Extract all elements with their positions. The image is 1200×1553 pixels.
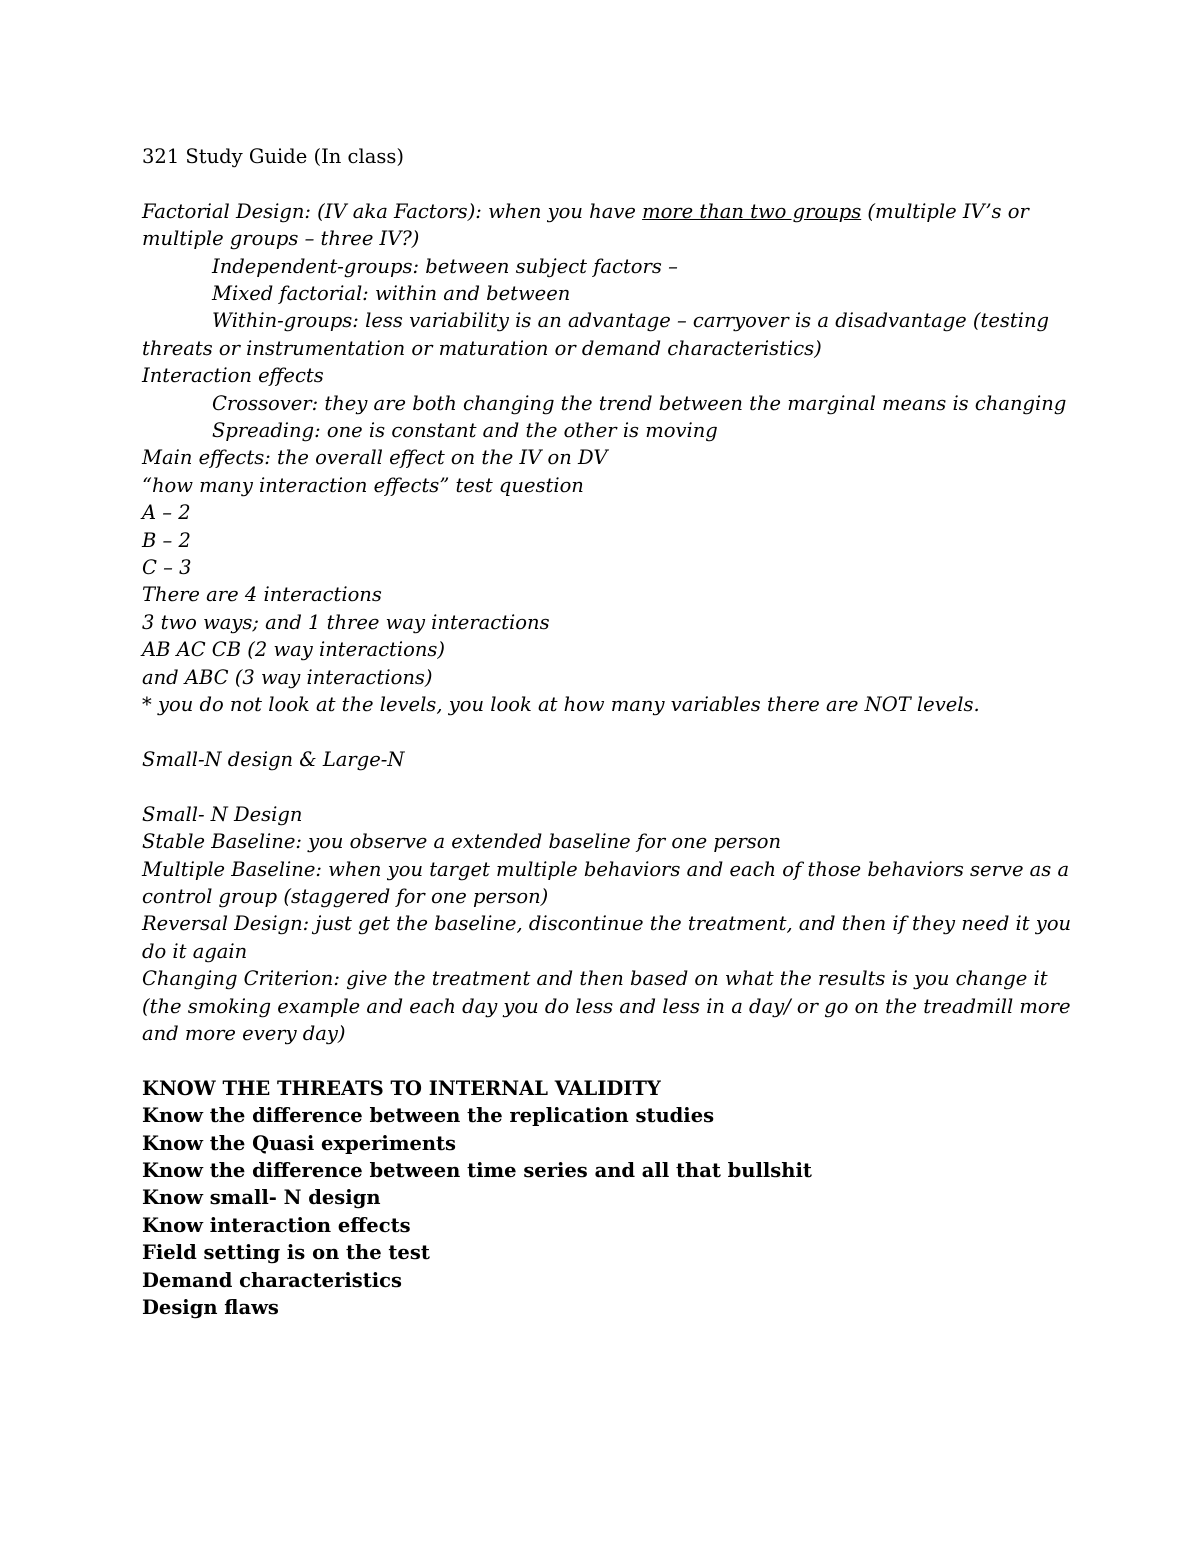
crossover-line: Crossover: they are both changing the trend between the marginal means is changing [212,391,1067,415]
factorial-text-part2: (multiple IV’s or multiple groups – three IV?) [142,199,1029,251]
spreading-line: Spreading: one is constant and the other is moving [212,419,718,443]
mixed-factorial-line: Mixed factorial: within and between [212,282,571,306]
main-effects-line: AB AC CB (2 way interactions) [142,638,446,662]
document-title: 321 Study Guide (In class) [142,145,404,168]
main-effects-line: B – 2 [142,528,191,552]
know-item: Know interaction effects [142,1213,411,1237]
stable-baseline-line: Stable Baseline: you observe a extended baseline for one person [142,830,782,854]
spacer [142,1047,1072,1074]
main-effects-definition: Main effects: the overall effect on the IV on DV [142,446,608,470]
factorial-design-definition [142,198,1072,253]
know-item: Design flaws [142,1296,279,1319]
know-item: Know the Quasi experiments [142,1131,457,1155]
interaction-effects-heading: Interaction effects [142,364,324,388]
know-item: Know the difference between time series and all that bullshit [142,1158,812,1182]
spacer [142,170,1072,197]
main-effects-line: There are 4 interactions [142,583,382,607]
test-question-line: “how many interaction effects” test question [142,473,584,497]
main-effects-line: and ABC (3 way interactions) [142,665,433,689]
know-item: Field setting is on the test [142,1241,430,1265]
independent-groups-line: Independent-groups: between subject factors – [212,254,678,278]
main-effects-line: C – 3 [142,556,192,580]
know-item: Know small- N design [142,1186,381,1210]
factorial-text-part1: Factorial Design: (IV aka Factors): when you have [142,199,643,223]
know-item: KNOW THE THREATS TO INTERNAL VALIDITY [142,1076,661,1100]
small-large-n-heading: Small-N design & Large-N [142,747,405,771]
know-item: Know the difference between the replication studies [142,1104,715,1128]
main-effects-line: 3 two ways; and 1 three way interactions [142,610,550,634]
spacer [142,719,1072,746]
multiple-baseline-line: Multiple Baseline: when you target multiple behaviors and each of those behaviors serve as a control group (staggered for one person) [142,857,1070,908]
reversal-design-line: Reversal Design: just get the baseline, discontinue the treatment, and then if they need it you do it again [142,912,1072,963]
main-effects-line: * you do not look at the levels, you look at how many variables there are NOT levels. [142,693,980,717]
factorial-underlined-text: more than two groups [642,199,862,223]
small-n-heading: Small- N Design [142,802,303,826]
know-item: Demand characteristics [142,1268,402,1292]
document-page [142,143,1072,1321]
within-groups-line: Within-groups: less variability is an advantage – carryover is a disadvantage (testing threats or instrumentation or maturation or demand characteristics) [142,309,1050,360]
changing-criterion-line: Changing Criterion: give the treatment and then based on what the results is you change it (the smoking example and each day you do less and less in a day/ or go on the treadmill more and more every day) [142,967,1071,1045]
spacer [142,773,1072,800]
main-effects-line: A – 2 [142,501,191,525]
